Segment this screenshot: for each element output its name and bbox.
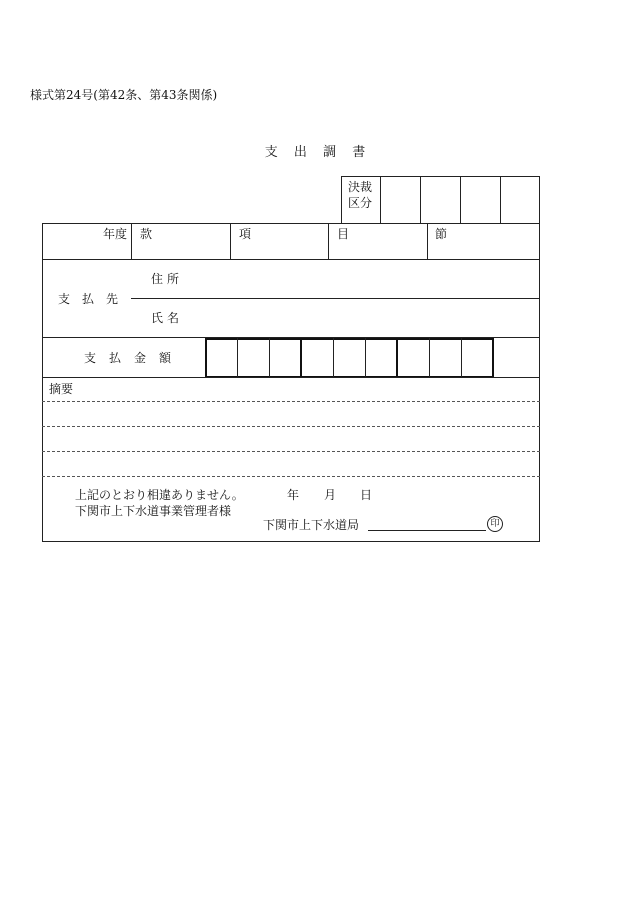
amount-digit-cell[interactable] — [366, 340, 396, 376]
title-char: 出 — [293, 145, 307, 160]
budget-nendo-label: 年度 — [103, 227, 128, 241]
summary-label: 摘要 — [49, 382, 74, 396]
amount-digit-cell[interactable] — [334, 340, 365, 376]
approval-stamp-cell[interactable] — [461, 177, 500, 223]
budget-kou-label: 項 — [239, 227, 252, 241]
name-label: 氏名 — [151, 311, 184, 325]
summary-line — [42, 476, 540, 477]
budget-moku-label: 目 — [337, 227, 350, 241]
amount-digit-cell[interactable] — [302, 340, 333, 376]
amount-digit-cell[interactable] — [462, 340, 492, 376]
date-day-label: 日 — [360, 488, 373, 502]
address-label: 住所 — [151, 272, 184, 286]
amount-digit-cell[interactable] — [238, 340, 269, 376]
issuer-name: 下関市上下水道局 — [263, 518, 360, 532]
form-title — [0, 141, 630, 160]
amount-digit-cell[interactable] — [430, 340, 461, 376]
date-month-label: 月 — [324, 488, 337, 502]
address-field[interactable] — [190, 262, 535, 296]
approval-label-line2: 区分 — [348, 196, 373, 210]
budget-kan-label: 款 — [140, 227, 153, 241]
date-year-label: 年 — [287, 488, 300, 502]
seal-mark: 印 — [487, 516, 503, 532]
name-field[interactable] — [190, 301, 535, 335]
amount-digit-cell[interactable] — [270, 340, 300, 376]
approval-stamp-cell[interactable] — [381, 177, 420, 223]
title-char: 書 — [352, 145, 366, 160]
payee-label: 支 払 先 — [58, 292, 119, 306]
approval-stamp-cell[interactable] — [501, 177, 539, 223]
approval-label-line1: 決裁 — [348, 180, 373, 194]
approval-stamp-cell[interactable] — [421, 177, 460, 223]
signature-line[interactable] — [368, 530, 486, 531]
amount-digit-cell[interactable] — [398, 340, 429, 376]
amount-digit-cell[interactable] — [207, 340, 237, 376]
form-number-caption: 様式第24号(第42条、第43条関係) — [30, 88, 218, 102]
certification-statement: 上記のとおり相違ありません。 — [75, 488, 244, 502]
budget-setsu-label: 節 — [435, 227, 448, 241]
amount-label: 支 払 金 額 — [84, 351, 172, 365]
summary-field[interactable] — [44, 398, 538, 476]
title-char: 調 — [323, 145, 337, 160]
addressee-line: 下関市上下水道事業管理者様 — [75, 504, 232, 518]
title-char: 支 — [264, 145, 278, 160]
